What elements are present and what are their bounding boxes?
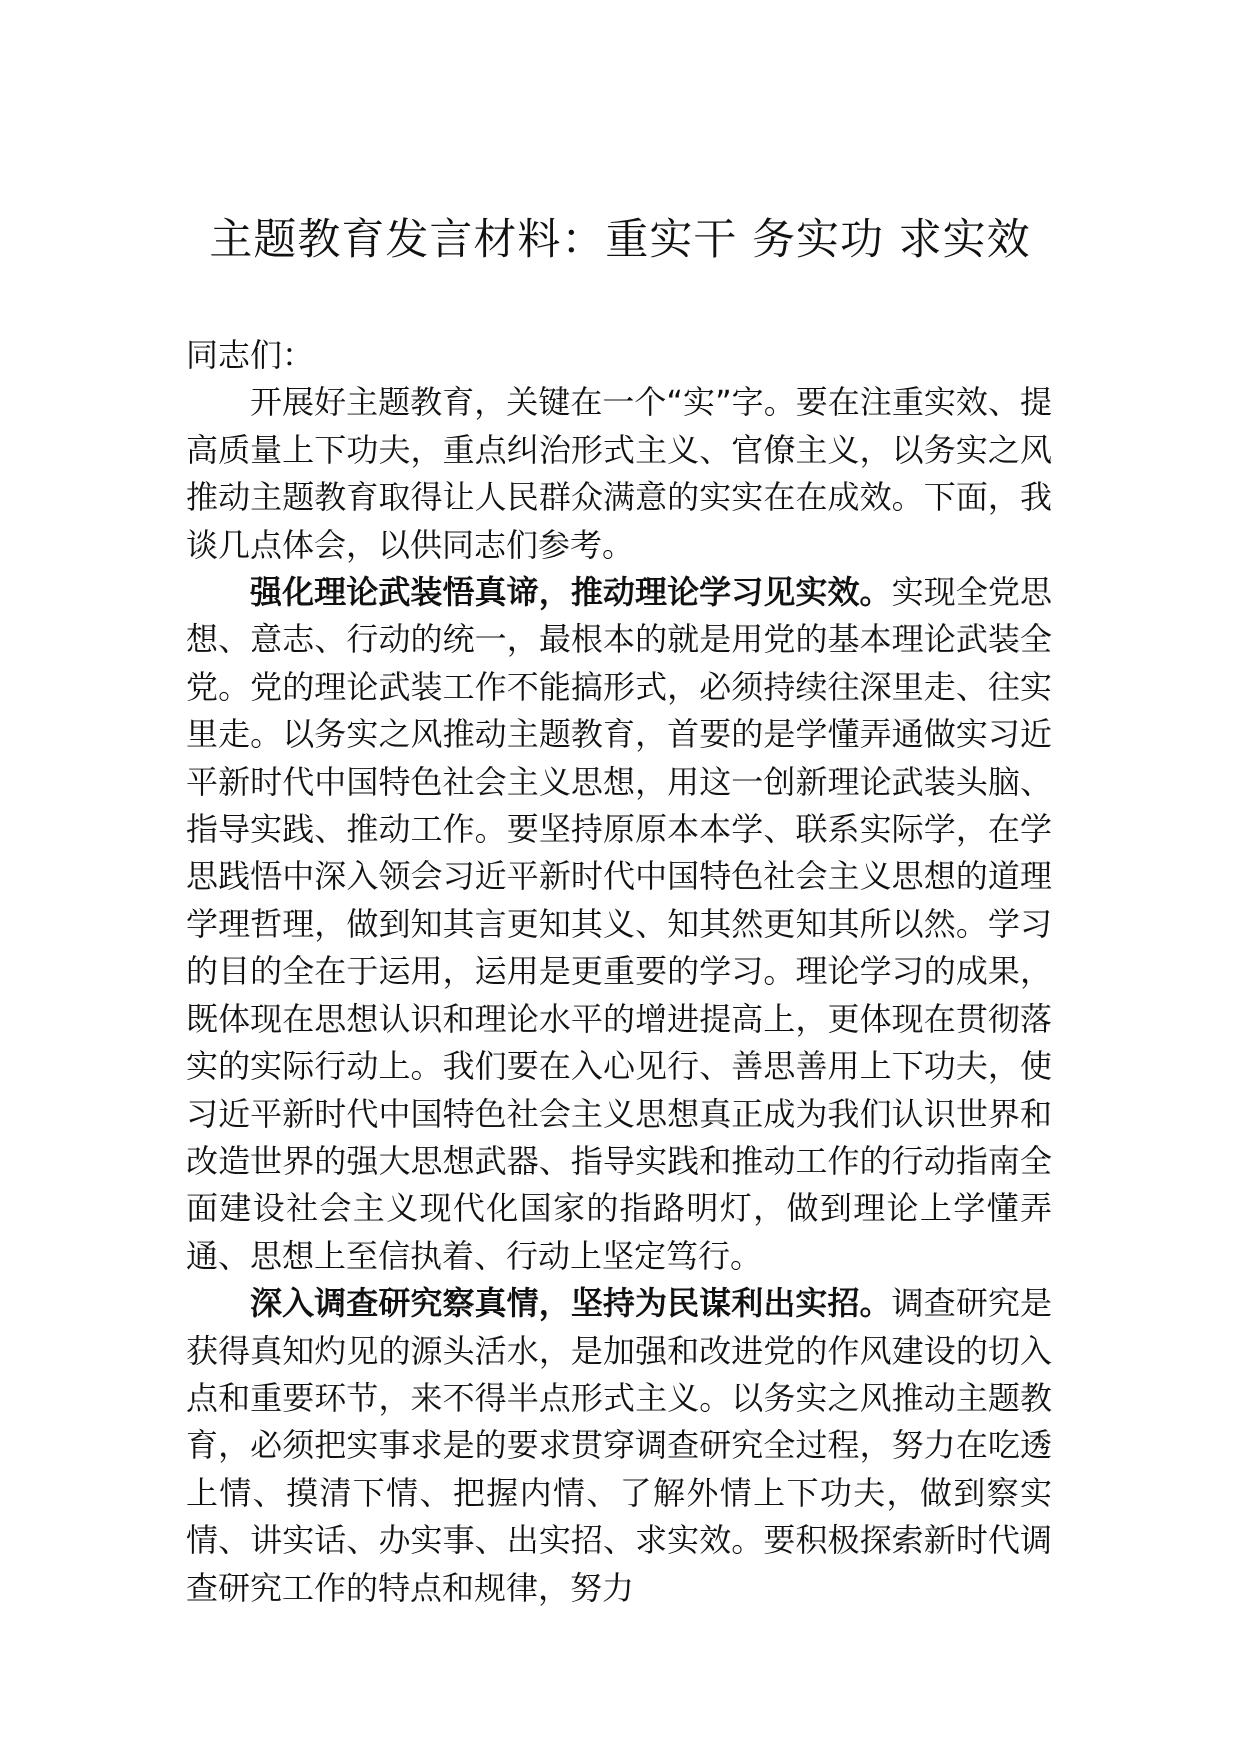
paragraph-text: 实现全党思想、意志、行动的统一，最根本的就是用党的基本理论武装全党。党的理论武装工作不能搞形式，必须持续往深里走、往实里走。以务实之风推动主题教育，首要的是学懂弄通做实习近平新时代中国特色社会主义思想，用这一创新理论武装头脑、指导实践、推动工作。要坚持原原本本学、联系实际学，在学思践悟中深入领会习近平新时代中国特色社会主义思想的道理学理哲理，做到知其言更知其义、知其然更知其所以然。学习的目的全在于运用，运用是更重要的学习。理论学习的成果，既体现在思想认识和理论水平的增进提高上，更体现在贯彻落实的实际行动上。我们要在入心见行、善思善用上下功夫，使习近平新时代中国特色社会主义思想真正成为我们认识世界和改造世界的强大思想武器、指导实践和推动工作的行动指南全面建设社会主义现代化国家的指路明灯，做到理论上学懂弄通、思想上至信执着、行动上坚定笃行。 — [186, 573, 1052, 1275]
paragraph-research — [186, 1280, 1052, 1612]
salutation: 同志们： — [186, 336, 315, 374]
document-body — [186, 332, 1052, 1612]
paragraph-theory — [186, 569, 1052, 1280]
paragraph-text: 调查研究是获得真知灼见的源头活水，是加强和改进党的作风建设的切入点和重要环节，来不得半点形式主义。以务实之风推动主题教育，必须把实事求是的要求贯穿调查研究全过程，努力在吃透上情、摸清下情、把握内情、了解外情上下功夫，做到察实情、讲实话、办实事、出实招、求实效。要积极探索新时代调查研究工作的特点和规律，努力 — [186, 1284, 1052, 1607]
document-title: 主题教育发言材料：重实干 务实功 求实效 — [209, 215, 1031, 265]
paragraph-lead: 深入调查研究察真情，坚持为民谋利出实招。 — [250, 1284, 892, 1323]
paragraph-lead: 强化理论武装悟真谛，推动理论学习见实效。 — [250, 573, 892, 612]
paragraph-intro — [186, 379, 1052, 569]
paragraph-text: 开展好主题教育，关键在一个“实”字。要在注重实效、提高质量上下功夫，重点纠治形式主义、官僚主义，以务实之风推动主题教育取得让人民群众满意的实实在在成效。下面，我谈几点体会，以供同志们参考。 — [186, 383, 1052, 564]
